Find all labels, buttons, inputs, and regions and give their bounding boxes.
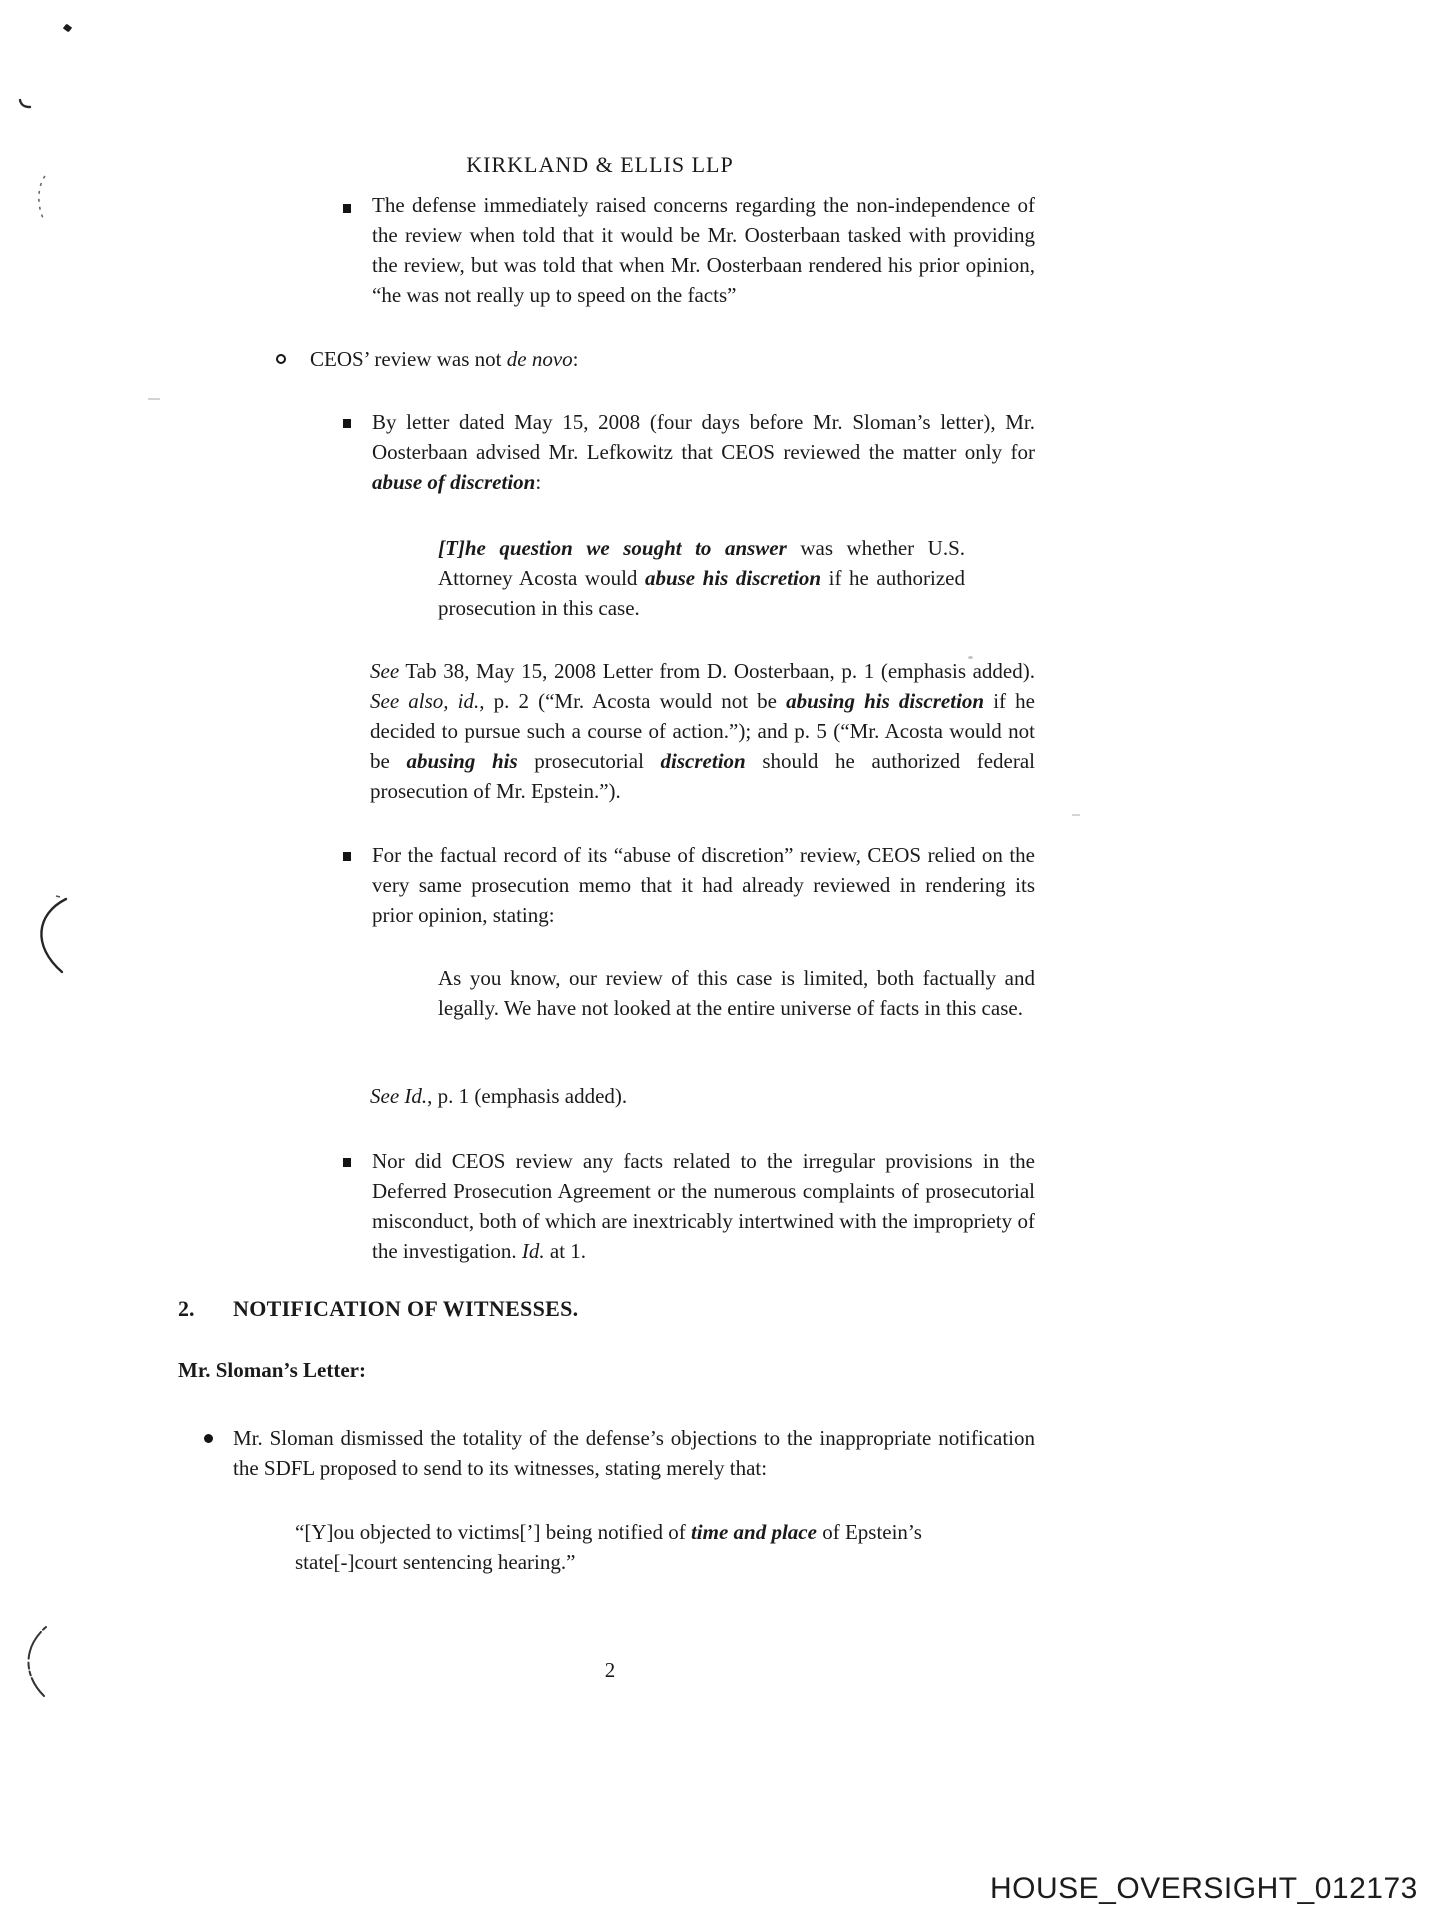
scan-artifact-dash xyxy=(148,398,160,400)
disc-bullet-icon xyxy=(204,1434,213,1443)
bullet-item-ceos-review: CEOS’ review was not de novo: xyxy=(310,347,579,371)
block-quote-you-objected: “[Y]ou objected to victims[’] being notified of time and place of Epstein’s state[-]court sentencing hearing.” xyxy=(295,1520,922,1574)
square-bullet-icon xyxy=(343,204,351,213)
section-heading: NOTIFICATION OF WITNESSES. xyxy=(233,1296,579,1321)
circle-bullet-icon xyxy=(276,354,286,364)
bullet-item-sloman-dismissed: Mr. Sloman dismissed the totality of the defense’s objections to the inappropriate notification the SDFL proposed to send to its witnesses, stating merely that: xyxy=(233,1426,1035,1480)
scan-artifact-curl xyxy=(18,98,32,110)
subsection-heading: Mr. Sloman’s Letter: xyxy=(178,1358,366,1382)
scan-artifact-paren-large xyxy=(26,894,72,978)
citation-see-tab-38: See Tab 38, May 15, 2008 Letter from D. Oosterbaan, p. 1 (emphasis added). See also, id., p. 2 (“Mr. Acosta would not be abusing his discretion if he decided to pursue such a course of action.”); and p. 5 (“Mr. Acosta would not be abusing his prosecutorial discretion should he authorized federal prosecution of Mr. Epstein.”). xyxy=(370,659,1035,803)
bullet-item-defense-concerns: The defense immediately raised concerns regarding the non-independence of the review when told that it would be Mr. Oosterbaan tasked with providing the review, but was told that when Mr. Oosterbaan rendered his prior opinion, “he was not really up to speed on the facts” xyxy=(372,193,1035,307)
block-quote-question: [T]he question we sought to answer was whether U.S. Attorney Acosta would abuse his discretion if he authorized prosecution in this case. xyxy=(438,536,966,620)
square-bullet-icon xyxy=(343,1158,351,1167)
bullet-item-factual-record: For the factual record of its “abuse of discretion” review, CEOS relied on the very same prosecution memo that it had already reviewed in rendering its prior opinion, stating: xyxy=(372,843,1035,927)
block-quote-as-you-know: As you know, our review of this case is limited, both factually and legally. We have not looked at the entire universe of facts in this case. xyxy=(438,966,1035,1020)
square-bullet-icon xyxy=(343,419,351,428)
bates-stamp: HOUSE_OVERSIGHT_012173 xyxy=(990,1872,1418,1905)
scan-artifact-speck xyxy=(63,23,72,32)
bullet-item-by-letter: By letter dated May 15, 2008 (four days before Mr. Sloman’s letter), Mr. Oosterbaan advised Mr. Lefkowitz that CEOS reviewed the matter only for abuse of discretion: xyxy=(372,410,1035,494)
page-number: 2 xyxy=(604,1658,616,1682)
scan-artifact-paren-dashed xyxy=(34,174,48,222)
scan-artifact-paren-large xyxy=(16,1624,52,1700)
document-title: KIRKLAND & ELLIS LLP xyxy=(466,152,734,177)
square-bullet-icon xyxy=(343,852,351,861)
citation-see-id: See Id., p. 1 (emphasis added). xyxy=(370,1084,628,1108)
section-number: 2. xyxy=(178,1296,195,1321)
bullet-item-nor-did-ceos: Nor did CEOS review any facts related to the irregular provisions in the Deferred Prosecution Agreement or the numerous complaints of prosecutorial misconduct, both of which are inextricably intertwined with the impropriety of the investigation. Id. at 1. xyxy=(372,1149,1035,1263)
scan-artifact-dash xyxy=(1072,814,1080,816)
